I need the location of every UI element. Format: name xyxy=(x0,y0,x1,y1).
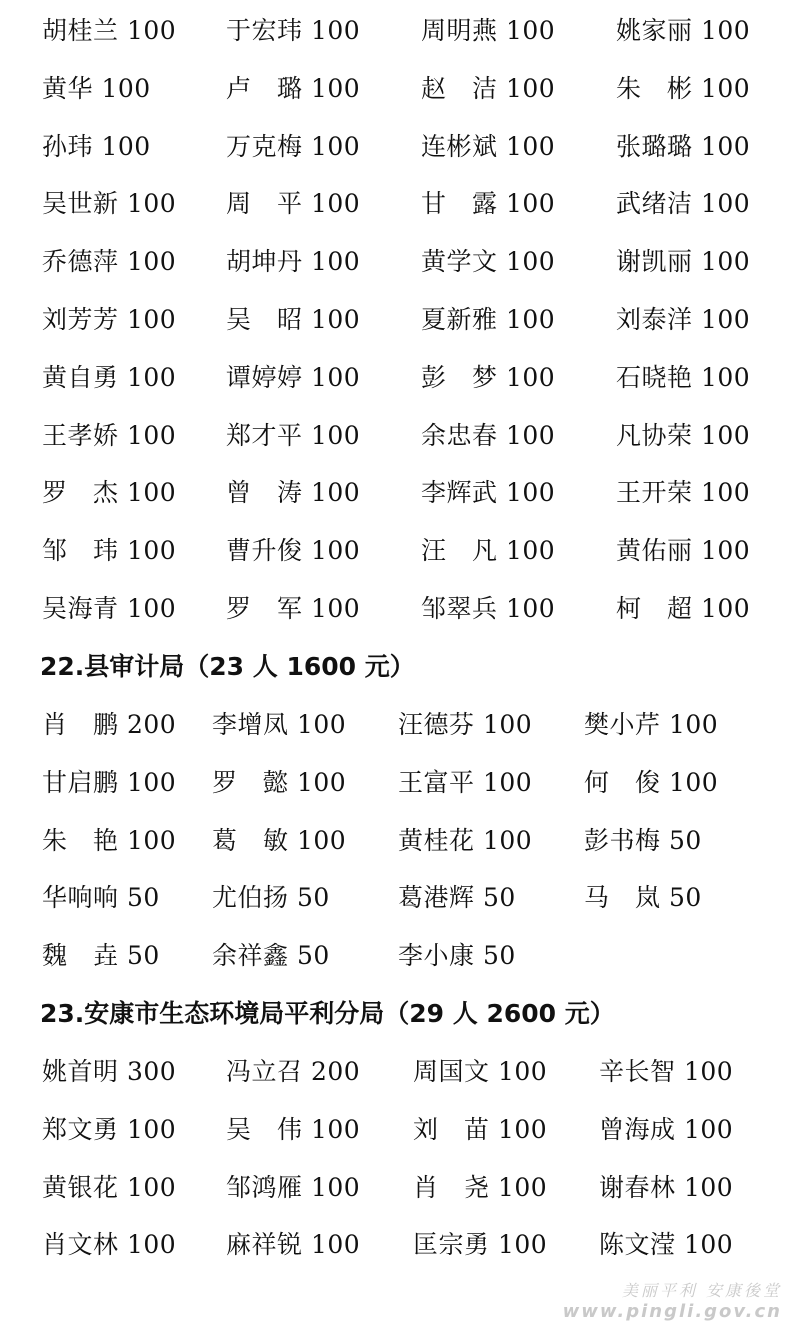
list-item: 汪 凡 100 xyxy=(421,536,556,566)
list-item: 石晓艳 100 xyxy=(616,362,751,392)
list-row xyxy=(0,580,800,638)
list-item: 张璐璐 100 xyxy=(616,131,751,161)
list-item: 柯 超 100 xyxy=(616,593,751,623)
list-item: 葛港辉 50 xyxy=(398,883,516,913)
list-item: 匡宗勇 100 xyxy=(413,1230,548,1260)
list-item: 凡协荣 100 xyxy=(616,420,751,450)
list-item: 郑才平 100 xyxy=(226,420,361,450)
list-row xyxy=(0,407,800,465)
list-item: 邹翠兵 100 xyxy=(421,593,556,623)
list-row xyxy=(0,2,800,60)
list-item: 谢凯丽 100 xyxy=(616,247,751,277)
list-item: 周 平 100 xyxy=(226,189,361,219)
list-row xyxy=(0,291,800,349)
watermark-url: www.pingli.gov.cn xyxy=(562,1301,782,1322)
list-item: 姚家丽 100 xyxy=(616,16,751,45)
list-item: 葛 敏 100 xyxy=(212,825,347,855)
list-item: 周国文 100 xyxy=(413,1057,548,1086)
site-watermark xyxy=(563,1278,782,1322)
list-row xyxy=(0,464,800,522)
list-item: 李增凤 100 xyxy=(212,710,347,739)
list-row xyxy=(0,1101,800,1159)
list-item: 赵 洁 100 xyxy=(421,73,556,103)
list-row xyxy=(0,869,800,927)
list-item: 谭婷婷 100 xyxy=(226,362,361,392)
list-item: 吴海青 100 xyxy=(42,593,177,623)
list-row xyxy=(0,118,800,176)
list-item: 曾海成 100 xyxy=(599,1114,734,1144)
list-item: 吴世新 100 xyxy=(42,189,177,219)
list-item: 黄华 100 xyxy=(42,73,151,103)
list-row xyxy=(0,175,800,233)
list-item: 魏 垚 50 xyxy=(42,941,160,971)
list-item: 朱 彬 100 xyxy=(616,73,751,103)
list-item: 曾 涛 100 xyxy=(226,478,361,508)
list-item: 于宏玮 100 xyxy=(226,16,361,45)
list-item: 王孝娇 100 xyxy=(42,420,177,450)
list-item: 曹升俊 100 xyxy=(226,536,361,566)
list-item: 胡坤丹 100 xyxy=(226,247,361,277)
list-item: 武绪洁 100 xyxy=(616,189,751,219)
list-item: 卢 璐 100 xyxy=(226,73,361,103)
section-22-heading: 22.县审计局（23 人 1600 元） xyxy=(40,652,415,681)
list-item: 李小康 50 xyxy=(398,941,516,971)
list-item: 吴 昭 100 xyxy=(226,304,361,334)
list-item: 周明燕 100 xyxy=(421,16,556,45)
list-item: 陈文滢 100 xyxy=(599,1230,734,1260)
section-23-heading: 23.安康市生态环境局平利分局（29 人 2600 元） xyxy=(40,999,615,1028)
list-item: 甘 露 100 xyxy=(421,189,556,219)
list-item: 华响响 50 xyxy=(42,883,160,913)
list-item: 尤伯扬 50 xyxy=(212,883,330,913)
list-item: 王开荣 100 xyxy=(616,478,751,508)
list-row xyxy=(0,1159,800,1217)
list-item: 邹鸿雁 100 xyxy=(226,1172,361,1202)
list-item: 辛长智 100 xyxy=(599,1057,734,1086)
list-item: 冯立召 200 xyxy=(226,1057,361,1086)
list-item: 彭 梦 100 xyxy=(421,362,556,392)
list-item: 吴 伟 100 xyxy=(226,1114,361,1144)
list-item: 邹 玮 100 xyxy=(42,536,177,566)
list-item: 姚首明 300 xyxy=(42,1057,177,1086)
list-item: 汪德芬 100 xyxy=(398,710,533,739)
list-item: 万克梅 100 xyxy=(226,131,361,161)
list-item: 刘芳芳 100 xyxy=(42,304,177,334)
list-item: 朱 艳 100 xyxy=(42,825,177,855)
list-item: 刘泰洋 100 xyxy=(616,304,751,334)
list-item: 连彬斌 100 xyxy=(421,131,556,161)
list-item: 黄银花 100 xyxy=(42,1172,177,1202)
list-item: 甘启鹏 100 xyxy=(42,767,177,797)
list-item: 罗 杰 100 xyxy=(42,478,177,508)
list-item: 罗 懿 100 xyxy=(212,767,347,797)
list-item: 王富平 100 xyxy=(398,767,533,797)
list-item: 肖 尧 100 xyxy=(413,1172,548,1202)
list-row xyxy=(0,60,800,118)
list-item: 刘 苗 100 xyxy=(413,1114,548,1144)
list-row xyxy=(0,1043,800,1101)
list-item: 余祥鑫 50 xyxy=(212,941,330,971)
list-row xyxy=(0,1216,800,1274)
list-row xyxy=(0,754,800,812)
list-item: 黄自勇 100 xyxy=(42,362,177,392)
list-item: 李辉武 100 xyxy=(421,478,556,508)
list-item: 余忠春 100 xyxy=(421,420,556,450)
list-item: 黄桂花 100 xyxy=(398,825,533,855)
list-item: 罗 军 100 xyxy=(226,593,361,623)
list-item: 胡桂兰 100 xyxy=(42,16,177,45)
list-item: 彭书梅 50 xyxy=(584,825,702,855)
donor-list-continued xyxy=(0,2,800,638)
list-row xyxy=(0,927,800,985)
list-row xyxy=(0,812,800,870)
list-item: 孙玮 100 xyxy=(42,131,151,161)
list-row xyxy=(0,522,800,580)
list-row xyxy=(0,233,800,291)
list-item: 夏新雅 100 xyxy=(421,304,556,334)
list-item: 乔德萍 100 xyxy=(42,247,177,277)
list-item: 樊小芹 100 xyxy=(584,710,719,739)
list-item: 谢春林 100 xyxy=(599,1172,734,1202)
list-item: 麻祥锐 100 xyxy=(226,1230,361,1260)
list-item: 肖 鹏 200 xyxy=(42,710,177,739)
list-item: 马 岚 50 xyxy=(584,883,702,913)
list-item: 黄学文 100 xyxy=(421,247,556,277)
list-row xyxy=(0,696,800,754)
section-22-list xyxy=(0,696,800,985)
section-23-list xyxy=(0,1043,800,1274)
list-item: 黄佑丽 100 xyxy=(616,536,751,566)
list-item: 肖文林 100 xyxy=(42,1230,177,1260)
list-item: 郑文勇 100 xyxy=(42,1114,177,1144)
list-row xyxy=(0,349,800,407)
watermark-slogan: 美丽平利 安康後堂 xyxy=(621,1281,782,1300)
list-item: 何 俊 100 xyxy=(584,767,719,797)
